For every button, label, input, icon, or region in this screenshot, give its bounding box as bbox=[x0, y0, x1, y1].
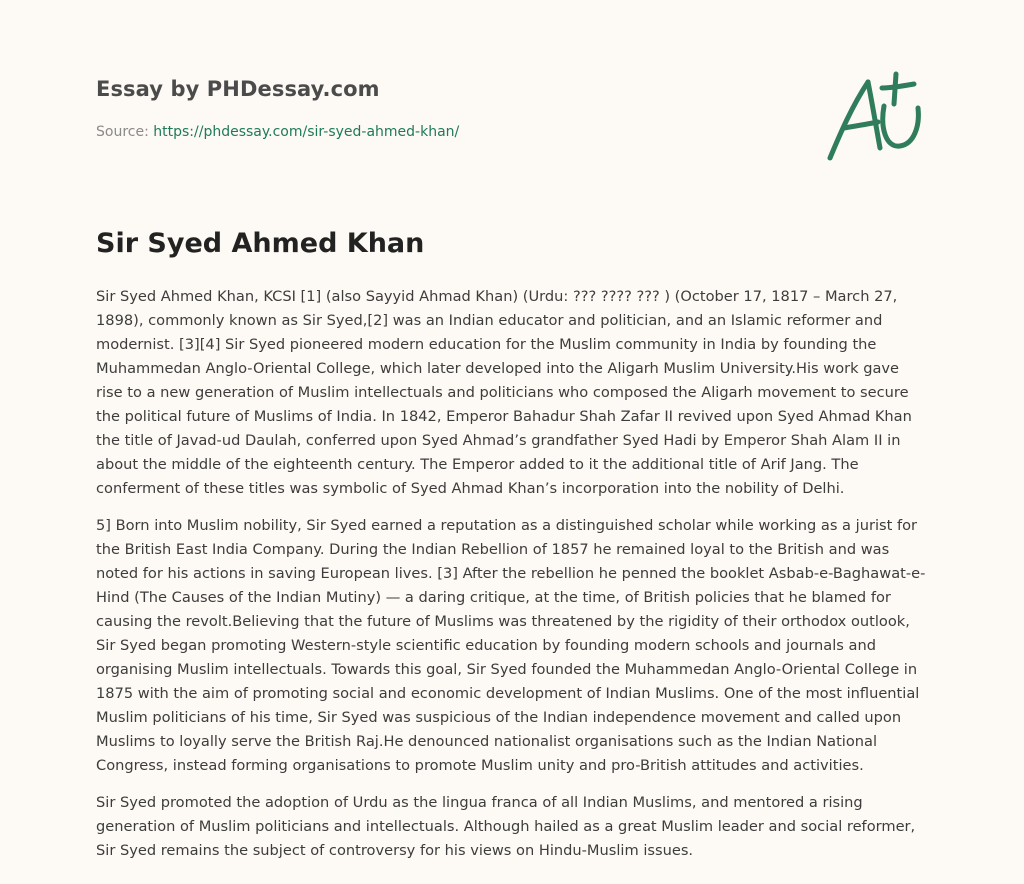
source-line bbox=[96, 122, 796, 142]
essay-title: Sir Syed Ahmed Khan bbox=[96, 228, 425, 259]
page-header bbox=[96, 74, 796, 142]
a-plus-logo-icon bbox=[822, 68, 926, 164]
essay-paragraph: Sir Syed promoted the adoption of Urdu as the lingua franca of all Indian Muslims, and mentored a rising generation of Muslim politicians and intellectuals. Although hailed as a great Muslim leader and social reformer, Sir Syed remains the subject of controversy for his views on Hindu-Muslim issues. bbox=[96, 794, 916, 859]
source-link[interactable]: https://phdessay.com/sir-syed-ahmed-khan/ bbox=[153, 124, 460, 140]
site-brand: Essay by PHDessay.com bbox=[96, 77, 380, 101]
essay-body bbox=[96, 285, 930, 876]
essay-paragraph: 5] Born into Muslim nobility, Sir Syed earned a reputation as a distinguished scholar while working as a jurist for the British East India Company. During the Indian Rebellion of 1857 he remained loyal to the British and was noted for his actions in saving European lives. [3] After the rebellion he penned the booklet Asbab-e-Baghawat-e-Hind (The Causes of the Indian Mutiny) — a daring critique, at the time, of British policies that he blamed for causing the revolt.Believing that the future of Muslims was threatened by the rigidity of their orthodox outlook, Sir Syed began promoting Western-style scientific education by founding modern schools and journals and organising Muslim intellectuals. Towards this goal, Sir Syed founded the Muhammedan Anglo-Oriental College in 1875 with the aim of promoting social and economic development of Indian Muslims. One of the most influential Muslim politicians of his time, Sir Syed was suspicious of the Indian independence movement and called upon Muslims to loyally serve the British Raj.He denounced nationalist organisations such as the Indian National Congress, instead forming organisations to promote Muslim unity and pro-British attitudes and activities. bbox=[96, 517, 926, 774]
essay-paragraph: Sir Syed Ahmed Khan, KCSI [1] (also Sayyid Ahmad Khan) (Urdu: ??? ???? ??? ) (October 17, 1817 – March 27, 1898), commonly known as Sir Syed,[2] was an Indian educator and politician, and an Islamic reformer and modernist. [3][4] Sir Syed pioneered modern education for the Muslim community in India by founding the Muhammedan Anglo-Oriental College, which later developed into the Aligarh Muslim University.His work gave rise to a new generation of Muslim intellectuals and politicians who composed the Aligarh movement to secure the political future of Muslims of India. In 1842, Emperor Bahadur Shah Zafar II revived upon Syed Ahmad Khan the title of Javad-ud Daulah, conferred upon Syed Ahmad’s grandfather Syed Hadi by Emperor Shah Alam II in about the middle of the eighteenth century. The Emperor added to it the additional title of Arif Jang. The conferment of these titles was symbolic of Syed Ahmad Khan’s incorporation into the nobility of Delhi. bbox=[96, 288, 912, 497]
source-label: Source: bbox=[96, 124, 149, 140]
